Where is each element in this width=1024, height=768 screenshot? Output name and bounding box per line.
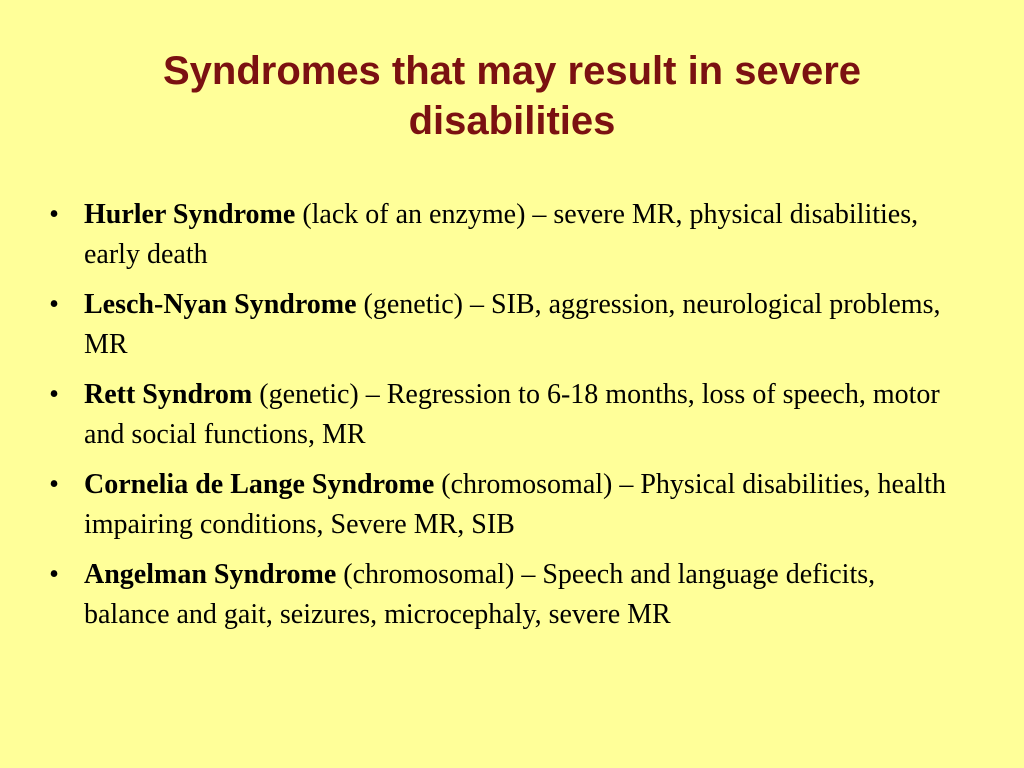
syndrome-name: Lesch-Nyan Syndrome (84, 289, 357, 320)
syndrome-name: Hurler Syndrome (84, 199, 296, 230)
slide-title: Syndromes that may result in severe disabilities (162, 49, 862, 143)
list-item (44, 375, 964, 455)
syndrome-description: (lack of an enzyme) – severe MR, physical disabilities, early death (84, 199, 919, 270)
bullet-icon: • (49, 559, 59, 590)
bullet-icon: • (49, 469, 59, 500)
bullet-icon: • (49, 379, 59, 410)
syndrome-description: (genetic) – SIB, aggression, neurological problems, MR (84, 289, 941, 360)
bullet-list (44, 195, 964, 645)
syndrome-name: Cornelia de Lange Syndrome (84, 469, 435, 500)
syndrome-name: Angelman Syndrome (84, 559, 337, 590)
list-item (44, 285, 964, 365)
syndrome-name: Rett Syndrom (84, 379, 253, 410)
bullet-icon: • (49, 199, 59, 230)
syndrome-description: (chromosomal) – Speech and language deficits, balance and gait, seizures, microcephaly, severe MR (84, 559, 876, 630)
syndrome-description: (chromosomal) – Physical disabilities, health impairing conditions, Severe MR, SIB (84, 469, 946, 540)
bullet-icon: • (49, 289, 59, 320)
syndrome-description: (genetic) – Regression to 6-18 months, loss of speech, motor and social functions, MR (84, 379, 940, 450)
list-item (44, 465, 964, 545)
list-item (44, 195, 964, 275)
list-item (44, 555, 964, 635)
